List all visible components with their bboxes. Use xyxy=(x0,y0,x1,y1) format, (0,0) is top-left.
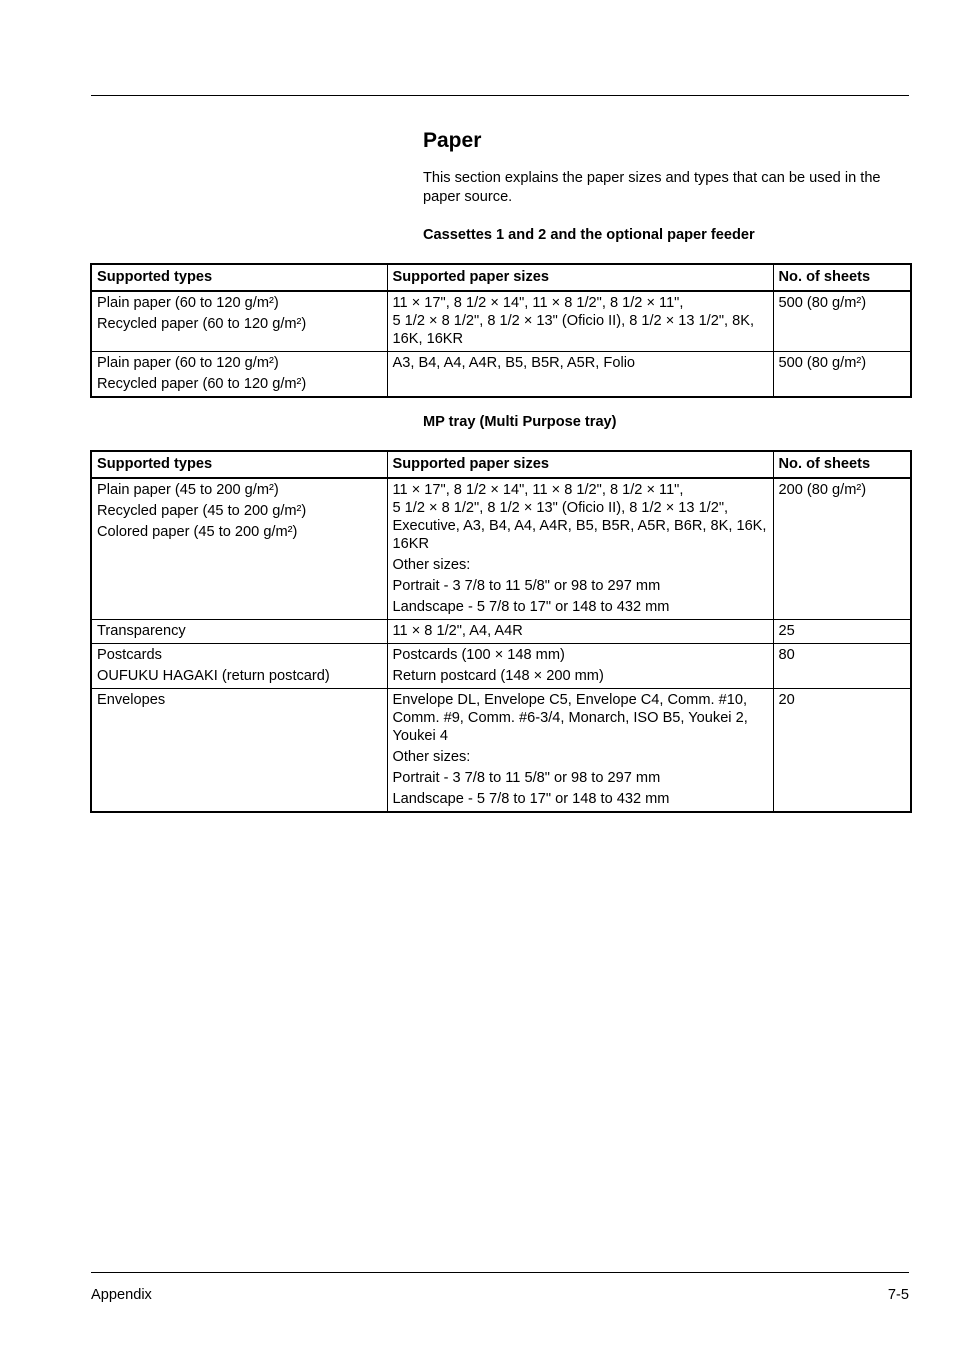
footer-section-name: Appendix xyxy=(91,1287,152,1303)
sizes-cell xyxy=(387,644,773,689)
size-line: Other sizes: xyxy=(392,557,471,573)
types-cell xyxy=(91,352,387,398)
type-line: Colored paper (45 to 200 g/m²) xyxy=(97,524,298,540)
cassettes-heading: Cassettes 1 and 2 and the optional paper feeder xyxy=(423,227,755,243)
sizes-cell xyxy=(387,689,773,813)
table-header-row xyxy=(91,264,911,291)
sheets-cell: 20 xyxy=(773,689,911,813)
type-line: Transparency xyxy=(97,623,186,639)
size-line: Postcards (100 × 148 mm) xyxy=(392,647,565,663)
page-title: Paper xyxy=(423,129,482,152)
type-line: Plain paper (60 to 120 g/m²) xyxy=(97,295,279,311)
sheets-cell: 500 (80 g/m²) xyxy=(773,352,911,398)
mp-tray-heading: MP tray (Multi Purpose tray) xyxy=(423,414,617,430)
table-row xyxy=(91,644,911,689)
types-cell xyxy=(91,291,387,352)
sizes-cell xyxy=(387,352,773,398)
table-row xyxy=(91,352,911,398)
size-line: Return postcard (148 × 200 mm) xyxy=(392,668,604,684)
table-header-row xyxy=(91,451,911,478)
type-line: Plain paper (45 to 200 g/m²) xyxy=(97,482,279,498)
column-header: Supported paper sizes xyxy=(387,264,773,291)
type-line: Postcards xyxy=(97,647,162,663)
type-line: Recycled paper (45 to 200 g/m²) xyxy=(97,503,307,519)
column-header: Supported paper sizes xyxy=(387,451,773,478)
column-header: No. of sheets xyxy=(773,264,911,291)
size-line: Portrait - 3 7/8 to 11 5/8" or 98 to 297 mm xyxy=(392,578,661,594)
size-line: 11 × 17", 8 1/2 × 14", 11 × 8 1/2", 8 1/2 × 11", xyxy=(392,482,684,498)
size-line: Landscape - 5 7/8 to 17" or 148 to 432 mm xyxy=(392,791,670,807)
column-header: No. of sheets xyxy=(773,451,911,478)
types-cell xyxy=(91,620,387,644)
size-line: 5 1/2 × 8 1/2", 8 1/2 × 13" (Oficio II), 8 1/2 × 13 1/2", Executive, A3, B4, A4, A4R, B5, B5R, A5R, B6R, 8K, 16K, 16KR xyxy=(392,500,767,552)
size-line: 11 × 17", 8 1/2 × 14", 11 × 8 1/2", 8 1/2 × 11", xyxy=(392,295,684,311)
footer-rule xyxy=(91,1272,909,1273)
header-rule xyxy=(91,95,909,96)
sheets-cell: 25 xyxy=(773,620,911,644)
size-line: 11 × 8 1/2", A4, A4R xyxy=(392,623,523,639)
type-line: Recycled paper (60 to 120 g/m²) xyxy=(97,376,307,392)
cassettes-table xyxy=(90,263,912,398)
column-header: Supported types xyxy=(91,264,387,291)
size-line: Other sizes: xyxy=(392,749,471,765)
type-line: Plain paper (60 to 120 g/m²) xyxy=(97,355,279,371)
type-line: OUFUKU HAGAKI (return postcard) xyxy=(97,668,330,684)
size-line: A3, B4, A4, A4R, B5, B5R, A5R, Folio xyxy=(392,355,636,371)
mp-tray-table xyxy=(90,450,912,813)
sizes-cell xyxy=(387,620,773,644)
size-line: Envelope DL, Envelope C5, Envelope C4, Comm. #10, Comm. #9, Comm. #6-3/4, Monarch, ISO B5, Youkei 2, Youkei 4 xyxy=(392,692,748,744)
sheets-cell: 500 (80 g/m²) xyxy=(773,291,911,352)
page-number: 7-5 xyxy=(887,1287,909,1303)
sheets-cell: 200 (80 g/m²) xyxy=(773,478,911,620)
sizes-cell xyxy=(387,478,773,620)
sheets-cell: 80 xyxy=(773,644,911,689)
sizes-cell xyxy=(387,291,773,352)
type-line: Envelopes xyxy=(97,692,166,708)
table-row xyxy=(91,291,911,352)
intro-paragraph: This section explains the paper sizes and types that can be used in the paper source. xyxy=(423,170,881,205)
table-row xyxy=(91,689,911,813)
type-line: Recycled paper (60 to 120 g/m²) xyxy=(97,316,307,332)
size-line: 5 1/2 × 8 1/2", 8 1/2 × 13" (Oficio II), 8 1/2 × 13 1/2", 8K, 16K, 16KR xyxy=(392,313,755,347)
types-cell xyxy=(91,478,387,620)
size-line: Portrait - 3 7/8 to 11 5/8" or 98 to 297 mm xyxy=(392,770,661,786)
types-cell xyxy=(91,644,387,689)
table-row xyxy=(91,620,911,644)
table-row xyxy=(91,478,911,620)
column-header: Supported types xyxy=(91,451,387,478)
types-cell xyxy=(91,689,387,813)
size-line: Landscape - 5 7/8 to 17" or 148 to 432 mm xyxy=(392,599,670,615)
